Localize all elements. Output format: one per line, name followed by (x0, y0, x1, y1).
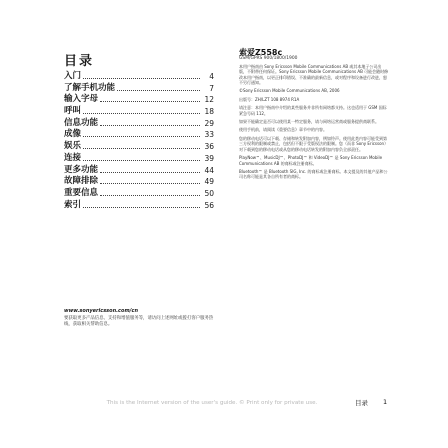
toc-entry-label: 重要信息 (64, 187, 99, 198)
toc-entry[interactable] (64, 164, 214, 175)
toc-leader-dots (100, 194, 200, 196)
toc-leader-dots (83, 112, 200, 114)
toc-entry[interactable] (64, 70, 214, 81)
toc-entry-page: 49 (204, 177, 214, 187)
table-of-contents (64, 70, 214, 210)
toc-entry-page: 29 (204, 118, 214, 128)
toc-entry[interactable] (64, 187, 214, 198)
legal-paragraph: ©Sony Ericsson Mobile Communications AB, 2006 (239, 88, 340, 94)
toc-leader-dots (100, 182, 200, 184)
network-bands: GSM/GPRS 900/1800/1900 (239, 56, 298, 62)
support-note: 要获取更多产品信息、支持和增值服务等，请访问上述网址或拨打客户服务热线，获取相关帮助信息。 (64, 316, 214, 327)
legal-paragraph: 使用手机前，请阅读《重要信息》章节中的内容。 (239, 127, 327, 133)
toc-entry-page: 39 (204, 153, 214, 163)
legal-paragraph: PlayNow™、MusicDJ™、PhotoDJ™ 和 VideoDJ™ 是 Sony Ericsson Mobile Communications AB 的商标或注册商标。 (239, 155, 383, 166)
toc-entry-label: 成像 (64, 129, 82, 140)
toc-entry[interactable] (64, 175, 214, 186)
toc-leader-dots (100, 124, 200, 126)
toc-entry-page: 33 (204, 130, 214, 140)
toc-leader-dots (83, 159, 200, 161)
toc-entry[interactable] (64, 117, 214, 128)
toc-entry[interactable] (64, 105, 214, 116)
toc-entry[interactable] (64, 199, 214, 210)
toc-leader-dots (83, 135, 200, 137)
legal-paragraph: 出版号：ZH/LZT 108 8974 R1A (239, 96, 300, 102)
toc-entry-label: 更多功能 (64, 164, 99, 175)
toc-entry-page: 4 (209, 72, 214, 81)
toc-entry-label: 入门 (64, 71, 82, 81)
toc-entry-page: 50 (204, 188, 214, 198)
legal-paragraph: 您的移动电话可以下载、存储和转发附加内容，例如铃声。使用此类内容可能受到第三方权利的限制或禁止，包括但不限于受版权法的限制。您（而非 Sony Ericsson）对下载到您的移动电话或从您的移动电话转发的附加内容负全部责任。 (239, 135, 389, 152)
toc-leader-dots (100, 100, 200, 102)
toc-entry[interactable] (64, 128, 214, 139)
toc-entry-page: 44 (204, 165, 214, 175)
support-url[interactable]: www.sonyericsson.com/cn (64, 308, 139, 314)
toc-entry-label: 信息功能 (64, 117, 99, 128)
toc-entry-label: 故障排除 (64, 176, 99, 187)
toc-leader-dots (83, 77, 200, 79)
toc-entry[interactable] (64, 82, 214, 93)
toc-leader-dots (100, 171, 200, 173)
toc-leader-dots (117, 89, 200, 91)
toc-entry-page: 12 (204, 95, 214, 105)
page-section-label: 目录 (355, 399, 368, 407)
toc-entry-label: 娱乐 (64, 141, 82, 152)
legal-paragraph: Bluetooth™ 是 Bluetooth SIG, Inc. 的商标或注册商标。本文提及的其他产品和公司名称可能是其各自所有者的商标。 (239, 168, 388, 180)
toc-entry[interactable] (64, 152, 214, 163)
toc-entry-label: 输入字母 (64, 94, 99, 105)
toc-title: 目录 (64, 54, 95, 69)
internet-version-note: This is the Internet version of the user's guide. © Print only for private use. (106, 400, 318, 406)
page-number: 1 (383, 398, 388, 406)
toc-entry-label: 了解手机功能 (64, 82, 116, 93)
toc-entry-label: 连接 (64, 152, 82, 163)
toc-leader-dots (83, 147, 200, 149)
legal-notice-column (239, 50, 389, 183)
phone-model-title: 索爱Z558c (239, 48, 283, 57)
toc-entry-label: 索引 (64, 199, 82, 210)
legal-paragraph: 如果不能确定是否可以使用某一特定服务，请与网络运营商或服务提供商联系。 (239, 119, 379, 125)
toc-entry-page: 18 (204, 107, 214, 117)
toc-entry-label: 呼叫 (64, 106, 82, 117)
toc-entry-page: 36 (204, 142, 214, 152)
legal-paragraph: 请注意：本用户指南中介绍的某些服务并非所有网络都支持。这也适用于 GSM 国际紧急号码 112。 (239, 105, 387, 116)
toc-entry[interactable] (64, 140, 214, 151)
toc-entry-page: 7 (209, 83, 214, 93)
legal-paragraph: 本用户指南由 Sony Ericsson Mobile Communications AB 或其本地子公司出版，不附带任何保证。Sony Ericsson Mobile Communications AB 可能会随时修改本用户指南，以更正排印错误、不准确的最新信息，或对程序和设备进行改进，恕不另行通知。 (239, 63, 389, 86)
toc-leader-dots (83, 206, 200, 208)
toc-entry-page: 56 (204, 200, 214, 210)
toc-entry[interactable] (64, 93, 214, 104)
